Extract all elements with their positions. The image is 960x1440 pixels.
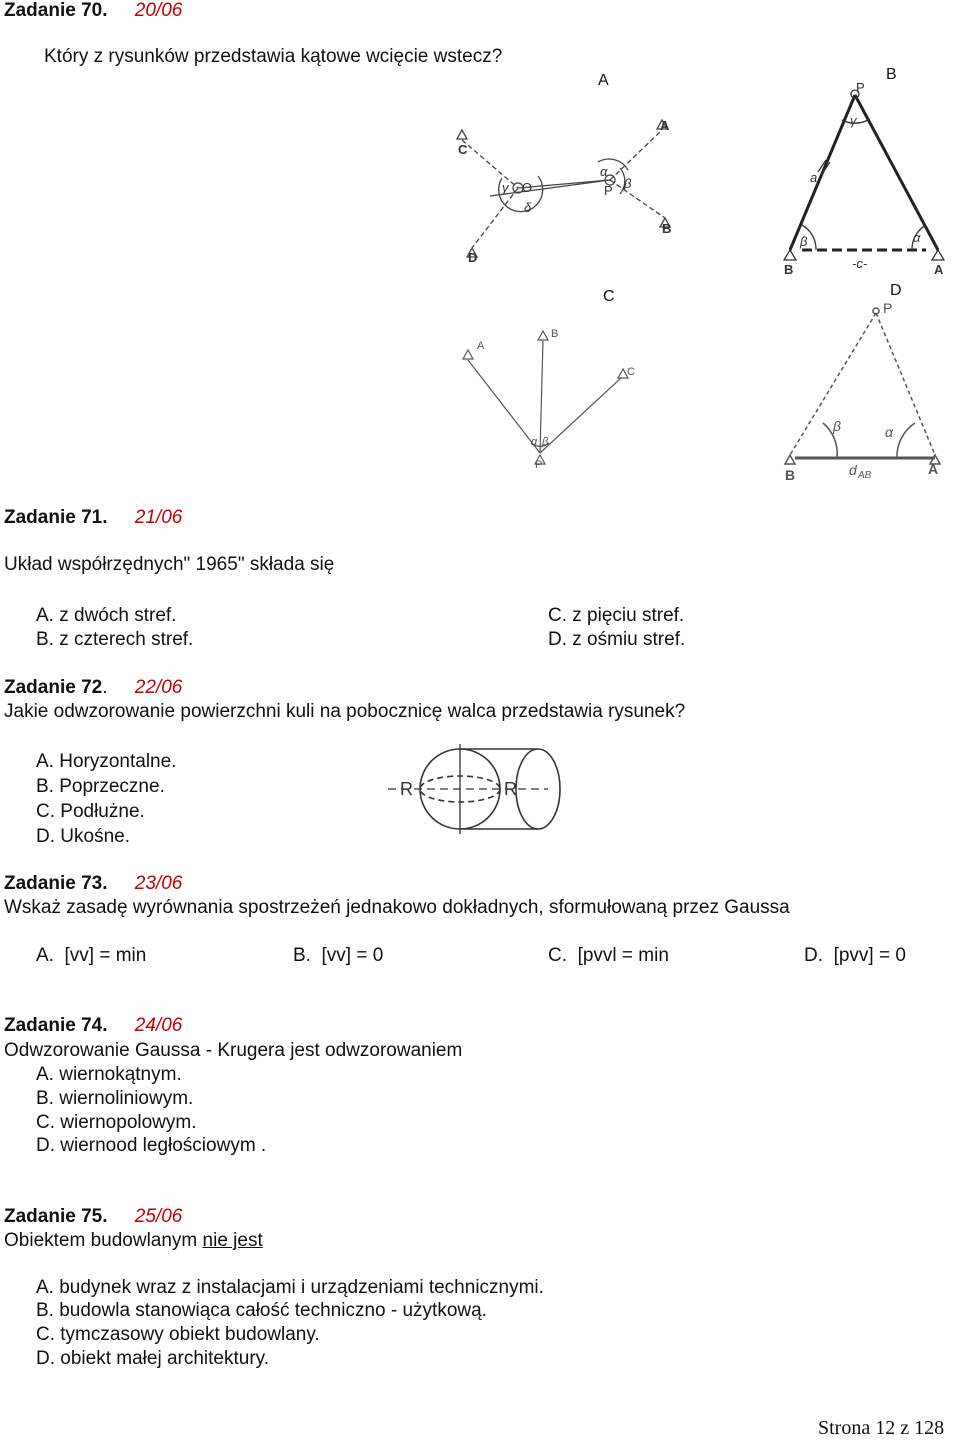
fig-label-b: B bbox=[886, 66, 897, 83]
fig-label-a: A bbox=[598, 72, 609, 89]
figure-d bbox=[775, 295, 960, 485]
svg-text:B: B bbox=[662, 221, 672, 236]
q71-option-b: B. z czterech stref. bbox=[36, 629, 194, 650]
page-number: 12 bbox=[875, 1417, 896, 1439]
q75-date: 25/06 bbox=[134, 1206, 183, 1227]
svg-text:P: P bbox=[856, 80, 865, 95]
q74-option-c: C. wiernopolowym. bbox=[36, 1112, 197, 1133]
q74-heading bbox=[4, 1015, 182, 1037]
q70-title: Zadanie 70. bbox=[4, 0, 108, 21]
q75-option-a: A. budynek wraz z instalacjami i urządzeniami technicznymi. bbox=[36, 1277, 544, 1298]
q73-heading bbox=[4, 873, 182, 895]
svg-text:A: A bbox=[477, 340, 485, 352]
figure-c bbox=[455, 325, 655, 475]
svg-text:P: P bbox=[535, 459, 543, 471]
q74-title: Zadanie 74. bbox=[4, 1015, 108, 1036]
svg-text:d: d bbox=[849, 462, 857, 478]
svg-text:B: B bbox=[785, 467, 796, 483]
q71-option-a: A. z dwóch stref. bbox=[36, 605, 177, 626]
fig-label-d: D bbox=[890, 282, 902, 299]
page-total: 128 bbox=[914, 1417, 945, 1439]
q72-heading: Zadanie 72. 22/06 bbox=[4, 677, 183, 698]
svg-text:-c-: -c- bbox=[852, 256, 868, 271]
svg-text:P: P bbox=[883, 300, 893, 316]
q72-option-a: A. Horyzontalne. bbox=[36, 751, 177, 772]
q74-option-d: D. wiernood ległościowym . bbox=[36, 1135, 267, 1156]
q74-option-a: A. wiernokątnym. bbox=[36, 1064, 182, 1085]
q73-date: 23/06 bbox=[134, 873, 183, 894]
q71-question: Układ współrzędnych" 1965" składa się bbox=[4, 554, 335, 575]
svg-text:P: P bbox=[604, 183, 613, 198]
fig-label-c: C bbox=[603, 288, 615, 305]
svg-text:β: β bbox=[542, 436, 549, 448]
svg-text:O: O bbox=[522, 180, 533, 195]
q74-date: 24/06 bbox=[134, 1015, 183, 1036]
svg-text:δ: δ bbox=[524, 200, 532, 215]
q73-option-a: A. [vv] = min bbox=[36, 945, 147, 966]
cylinder-projection-figure bbox=[388, 742, 568, 838]
q73-option-d: D. [pvv] = 0 bbox=[804, 945, 906, 966]
q73-option-c: C. [pvvl = min bbox=[548, 945, 669, 966]
svg-text:A: A bbox=[928, 461, 939, 477]
svg-text:β: β bbox=[833, 418, 841, 434]
svg-text:A: A bbox=[660, 118, 670, 133]
q73-option-b: B. [vv] = 0 bbox=[293, 945, 384, 966]
svg-text:β: β bbox=[624, 176, 632, 191]
page-footer: Strona 12 z 128 bbox=[818, 1417, 945, 1439]
svg-text:R: R bbox=[504, 779, 517, 799]
q70-date: 20/06 bbox=[134, 0, 183, 21]
svg-text:B: B bbox=[551, 328, 559, 340]
figure-a bbox=[440, 100, 700, 290]
svg-text:A: A bbox=[934, 262, 944, 277]
q72-question: Jakie odwzorowanie powierzchni kuli na pobocznicę walca przedstawia rysunek? bbox=[4, 701, 686, 722]
q75-title: Zadanie 75. bbox=[4, 1206, 108, 1227]
q75-option-d: D. obiekt małej architektury. bbox=[36, 1348, 270, 1369]
q72-option-c: C. Podłużne. bbox=[36, 801, 145, 822]
q72-option-d: D. Ukośne. bbox=[36, 826, 130, 847]
svg-text:C: C bbox=[627, 366, 635, 378]
q75-question-emphasis: nie jest bbox=[202, 1230, 263, 1251]
q74-option-b: B. wiernoliniowym. bbox=[36, 1088, 194, 1109]
svg-text:R: R bbox=[400, 779, 413, 799]
triangle-c bbox=[457, 130, 467, 139]
q75-question: Obiektem budowlanym nie jest bbox=[4, 1230, 263, 1251]
q72-option-b: B. Poprzeczne. bbox=[36, 776, 165, 797]
q71-date: 21/06 bbox=[134, 507, 183, 528]
q71-title: Zadanie 71. bbox=[4, 507, 108, 528]
q71-heading bbox=[4, 507, 182, 529]
svg-text:a: a bbox=[810, 170, 818, 185]
svg-text:D: D bbox=[468, 250, 478, 265]
q73-question: Wskaż zasadę wyrównania spostrzeżeń jednakowo dokładnych, sformułowaną przez Gaussa bbox=[4, 897, 790, 918]
q72-title: Zadanie 72 bbox=[4, 677, 103, 698]
q75-option-c: C. tymczasowy obiekt budowlany. bbox=[36, 1324, 320, 1345]
svg-text:α: α bbox=[531, 436, 538, 448]
q71-option-d: D. z ośmiu stref. bbox=[548, 629, 686, 650]
svg-text:β: β bbox=[800, 234, 808, 249]
svg-text:γ: γ bbox=[850, 113, 857, 128]
q72-date: 22/06 bbox=[134, 677, 183, 698]
q70-question: Który z rysunków przedstawia kątowe wcięcie wstecz? bbox=[44, 46, 503, 67]
svg-text:AB: AB bbox=[858, 470, 872, 481]
svg-text:α: α bbox=[913, 230, 921, 245]
q73-title: Zadanie 73. bbox=[4, 873, 108, 894]
q75-heading bbox=[4, 1206, 182, 1228]
q75-option-b: B. budowla stanowiąca całość techniczno - użytkową. bbox=[36, 1300, 487, 1321]
svg-text:B: B bbox=[784, 262, 794, 277]
q70-heading bbox=[4, 0, 182, 22]
q71-option-c: C. z pięciu stref. bbox=[548, 605, 685, 626]
svg-text:γ: γ bbox=[502, 180, 509, 195]
svg-text:α: α bbox=[600, 164, 608, 179]
figure-b bbox=[770, 80, 960, 280]
q74-question: Odwzorowanie Gaussa - Krugera jest odwzorowaniem bbox=[4, 1040, 463, 1061]
svg-text:α: α bbox=[885, 424, 893, 440]
svg-text:C: C bbox=[458, 142, 468, 157]
